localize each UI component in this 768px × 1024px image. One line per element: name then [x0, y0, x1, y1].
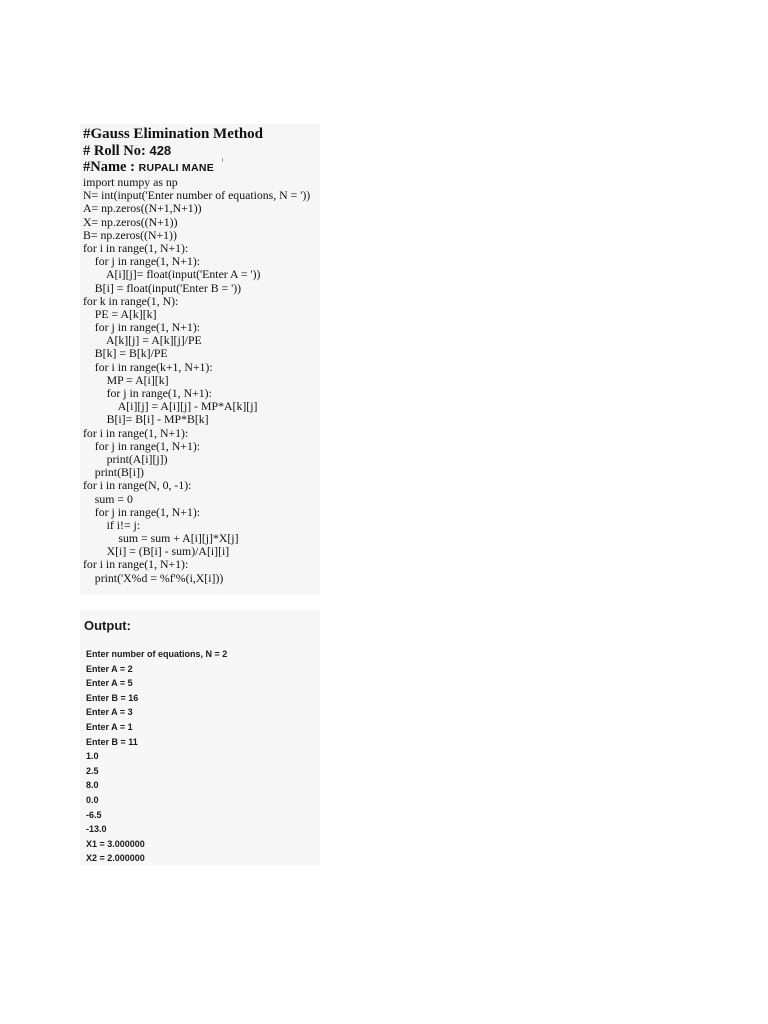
name-line [83, 159, 214, 176]
output-line: Enter A = 2 [86, 663, 133, 674]
code-line: print('X%d = %f'%(i,X[i])) [83, 570, 224, 585]
code-line: X[i] = (B[i] - sum)/A[i][i] [83, 544, 230, 559]
output-line: Enter A = 1 [86, 721, 133, 732]
output-line: 0.0 [86, 794, 99, 805]
code-line: A[i][j] = A[i][j] - MP*A[k][j] [83, 399, 258, 414]
code-line: X= np.zeros((N+1)) [83, 214, 178, 229]
code-line: A[i][j]= float(input('Enter A = ')) [83, 267, 261, 282]
output-line: 8.0 [86, 780, 99, 791]
output-line: Enter number of equations, N = 2 [86, 649, 228, 659]
code-line: B[i]= B[i] - MP*B[k] [83, 412, 209, 427]
output-line: Enter A = 3 [86, 707, 133, 718]
code-line: for k in range(1, N): [83, 293, 179, 308]
code-line: print(A[i][j]) [83, 451, 168, 466]
output-line: -6.5 [86, 809, 102, 820]
code-line: A= np.zeros((N+1,N+1)) [83, 201, 202, 216]
code-line: B[k] = B[k]/PE [83, 346, 168, 361]
roll-number-value: 428 [149, 143, 172, 158]
output-line: X2 = 2.000000 [86, 853, 145, 864]
roll-number-label: # Roll No: [83, 143, 150, 159]
output-line: Enter B = 16 [86, 692, 139, 703]
code-line: for i in range(1, N+1): [83, 425, 189, 440]
code-line: N= int(input('Enter number of equations, N = ')) [83, 188, 311, 203]
code-line: for j in range(1, N+1): [83, 504, 201, 519]
output-line: 1.0 [86, 751, 99, 762]
code-line: sum = 0 [83, 491, 133, 506]
output-line: X1 = 3.000000 [86, 838, 145, 849]
roll-number-line [83, 143, 171, 159]
output-line: -13.0 [86, 824, 107, 835]
code-line: B[i] = float(input('Enter B = ')) [83, 280, 242, 295]
name-label: #Name : [83, 159, 139, 175]
code-line: if i!= j: [83, 517, 141, 532]
code-block [83, 176, 310, 585]
output-line: Enter B = 11 [86, 736, 138, 747]
output-heading: Output: [84, 618, 131, 633]
output-line: Enter A = 5 [86, 678, 133, 689]
code-line: PE = A[k][k] [83, 306, 157, 321]
code-line: import numpy as np [83, 175, 178, 189]
code-line: MP = A[i][k] [83, 372, 169, 387]
code-line: for i in range(k+1, N+1): [83, 359, 213, 374]
code-line: sum = sum + A[i][j]*X[j] [83, 531, 239, 546]
code-line: for i in range(N, 0, -1): [83, 478, 192, 493]
document-title: #Gauss Elimination Method [83, 126, 264, 142]
code-line: A[k][j] = A[k][j]/PE [83, 333, 202, 348]
code-line: for j in range(1, N+1): [83, 386, 212, 400]
stray-mark [222, 158, 223, 162]
output-line: 2.5 [86, 765, 99, 776]
code-line: for j in range(1, N+1): [83, 254, 201, 269]
code-line: for i in range(1, N+1): [83, 240, 189, 255]
code-line: B= np.zeros((N+1)) [83, 227, 177, 242]
name-value: RUPALI MANE [138, 162, 215, 174]
code-line: for i in range(1, N+1): [83, 557, 189, 572]
code-line: print(B[i]) [83, 465, 144, 480]
code-line: for j in range(1, N+1): [83, 320, 201, 335]
code-line: for j in range(1, N+1): [83, 438, 201, 453]
output-block [86, 647, 227, 866]
